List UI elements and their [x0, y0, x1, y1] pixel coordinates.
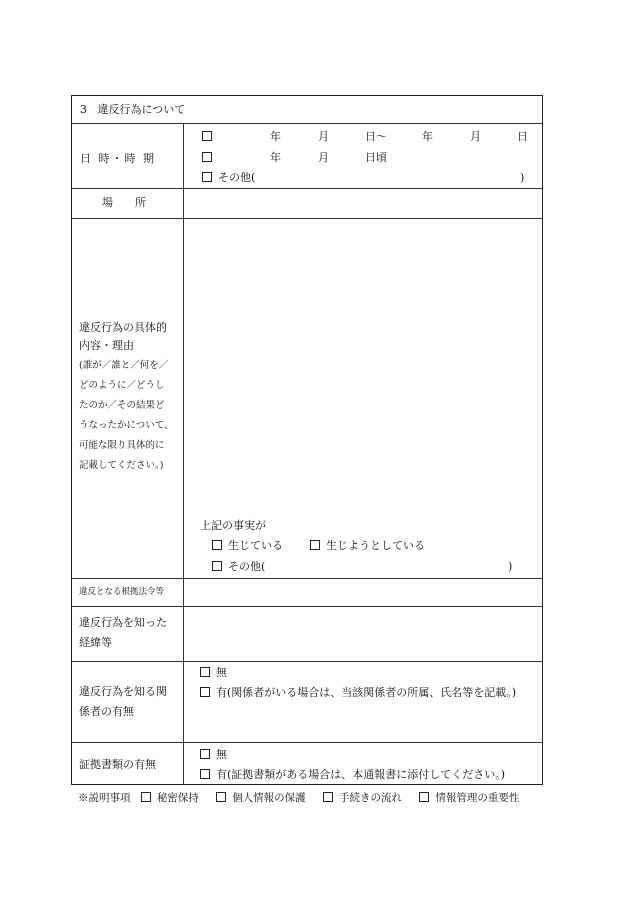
- footer-item-privacy[interactable]: [216, 792, 313, 804]
- related-persons-yes-checkbox[interactable]: [200, 686, 516, 700]
- related-persons-none-checkbox[interactable]: [200, 666, 227, 680]
- evidence-yes-checkbox[interactable]: [200, 768, 505, 782]
- month-field: 月: [318, 130, 329, 143]
- datetime-other-close: ): [520, 171, 525, 184]
- year-field: 年: [270, 130, 281, 143]
- footer-label: ※説明事項: [78, 792, 131, 804]
- about-to-occur-checkbox[interactable]: [310, 539, 425, 553]
- divider: [72, 218, 542, 219]
- related-persons-label-line2: 係者の有無: [79, 705, 134, 718]
- content-label-line1: 違反行為の具体的: [79, 321, 167, 334]
- content-detail-line: たのか／その結果ど: [79, 400, 165, 411]
- month-field-end: 月: [470, 130, 481, 143]
- footer-item-label: 手続きの流れ: [339, 792, 403, 804]
- content-detail-line: (誰が／誰と／何を／: [79, 360, 169, 371]
- divider: [72, 188, 542, 189]
- footer-item-label: 情報管理の重要性: [435, 792, 520, 804]
- violation-report-form: [71, 95, 543, 785]
- day-range-field: 日〜: [365, 130, 387, 143]
- section-title: [80, 103, 185, 117]
- content-detail-line: 記載してください。): [79, 460, 164, 471]
- occurring-label: 生じている: [228, 539, 283, 552]
- footer-item-procedure[interactable]: [323, 792, 409, 804]
- content-label-line2: 内容・理由: [79, 339, 134, 352]
- year-field-approx: 年: [270, 151, 281, 164]
- datetime-label: 日 時・時 期: [80, 152, 156, 165]
- day-approx-field: 日頃: [365, 151, 387, 164]
- knowledge-label-line1: 違反行為を知った: [79, 616, 167, 629]
- divider: [72, 742, 542, 743]
- divider: [72, 578, 542, 579]
- footer-item-label: 秘密保持: [156, 792, 199, 804]
- knowledge-label-line2: 経緯等: [79, 636, 112, 649]
- legal-basis-label: 違反となる根拠法令等: [79, 587, 165, 597]
- occurring-checkbox[interactable]: [212, 539, 283, 553]
- about-to-occur-label: 生じようとしている: [326, 539, 425, 552]
- evidence-yes-label: 有(証拠書類がある場合は、本通報書に添付してください。): [216, 768, 506, 781]
- section-number: 3: [80, 103, 87, 116]
- footer-item-info-management[interactable]: [419, 792, 526, 804]
- section-title-text: 違反行為について: [97, 103, 186, 116]
- divider: [72, 661, 542, 662]
- footer-item-label: 個人情報の保護: [232, 792, 306, 804]
- place-label: 場 所: [102, 196, 146, 209]
- content-other-close: ): [508, 560, 513, 573]
- evidence-label: 証拠書類の有無: [79, 758, 156, 771]
- divider: [72, 606, 542, 607]
- evidence-none-label: 無: [216, 748, 227, 761]
- year-field-end: 年: [422, 130, 433, 143]
- datetime-other-checkbox[interactable]: [202, 171, 255, 185]
- related-persons-yes-label: 有(関係者がいる場合は、当該関係者の所属、氏名等を記載。): [216, 686, 517, 699]
- explanation-footer: [78, 790, 533, 805]
- day-field-end: 日: [517, 130, 528, 143]
- related-persons-label-line1: 違反行為を知る関: [79, 685, 167, 698]
- datetime-approx-checkbox[interactable]: [202, 151, 218, 165]
- content-detail-line: うなったかについて、: [79, 420, 174, 431]
- content-other-checkbox[interactable]: [212, 560, 265, 574]
- footer-item-confidentiality[interactable]: [141, 792, 206, 804]
- fact-intro: 上記の事実が: [200, 519, 266, 532]
- content-detail-line: どのように／どうし: [79, 380, 165, 391]
- related-persons-none-label: 無: [216, 666, 227, 679]
- datetime-other-label: その他(: [218, 171, 256, 184]
- evidence-none-checkbox[interactable]: [200, 748, 227, 762]
- column-divider: [183, 123, 184, 784]
- divider: [72, 123, 542, 124]
- content-detail-line: 可能な限り具体的に: [79, 440, 165, 451]
- content-other-label: その他(: [228, 560, 266, 573]
- month-field-approx: 月: [318, 151, 329, 164]
- datetime-range-checkbox[interactable]: [202, 130, 218, 144]
